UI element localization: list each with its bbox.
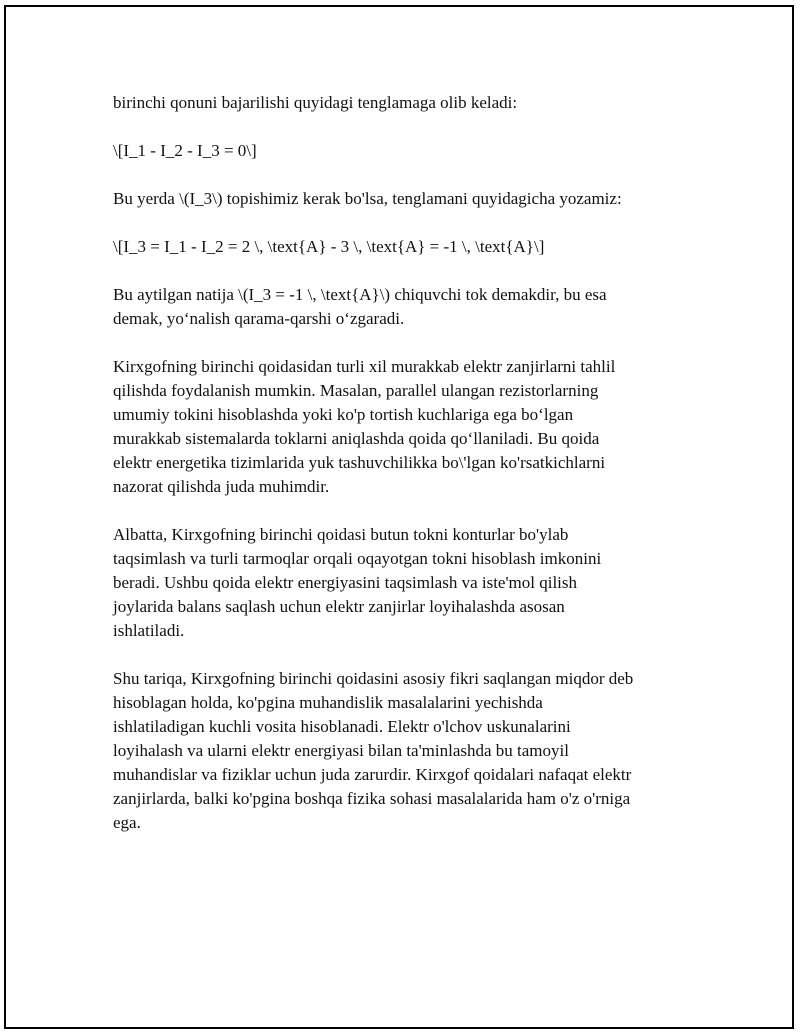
paragraph-intro: birinchi qonuni bajarilishi quyidagi tenglamaga olib keladi: bbox=[113, 93, 518, 112]
equation-i3-solution: \[I_3 = I_1 - I_2 = 2 \, \text{A} - 3 \, \text{A} = -1 \, \text{A}\] bbox=[113, 237, 545, 256]
paragraph-conclusion: Shu tariqa, Kirxgofning birinchi qoidasini asosiy fikri saqlangan miqdor deb hisoblagan holda, ko'pgina muhandislik masalalarini yechishda ishlatiladigan kuchli vosita hisoblanadi. Elektr o'lchov uskunalarini loyihalash va ularni elektr energiyasi bilan ta'minlashda bu tamoyil muhandislar va fiziklar uchun juda zarurdir. Kirxgof qoidalari nafaqat elektr zanjirlarda, balki ko'pgina boshqa fizika sohasi masalalarida ham o'z o'rniga ega. bbox=[113, 669, 634, 832]
paragraph-applications: Kirxgofning birinchi qoidasidan turli xil murakkab elektr zanjirlarni tahlil qilishda foydalanish mumkin. Masalan, parallel ulangan rezistorlarning umumiy tokini hisoblashda yoki ko'p tortish kuchlariga ega bo‘lgan murakkab sistemalarda toklarni aniqlashda qoida qo‘llaniladi. Bu qoida elektr energetika tizimlarida yuk tashuvchilikka bo\'lgan ko'rsatkichlarni nazorat qilishda juda muhimdir. bbox=[113, 357, 616, 496]
document-body bbox=[113, 91, 697, 859]
paragraph-distribution: Albatta, Kirxgofning birinchi qoidasi butun tokni konturlar bo'ylab taqsimlash va turli tarmoqlar orqali oqayotgan tokni hisoblash imkonini beradi. Ushbu qoida elektr energiyasini taqsimlash va iste'mol qilish joylarida balans saqlash uchun elektr zanjirlar loyihalashda asosan ishlatiladi. bbox=[113, 525, 602, 640]
paragraph-find-i3: Bu yerda \(I_3\) topishimiz kerak bo'lsa, tenglamani quyidagicha yozamiz: bbox=[113, 189, 622, 208]
paragraph-result-interpretation: Bu aytilgan natija \(I_3 = -1 \, \text{A}\) chiquvchi tok demakdir, bu esa demak, yo‘nalish qarama-qarshi o‘zgaradi. bbox=[113, 285, 607, 328]
equation-current-sum: \[I_1 - I_2 - I_3 = 0\] bbox=[113, 141, 257, 160]
